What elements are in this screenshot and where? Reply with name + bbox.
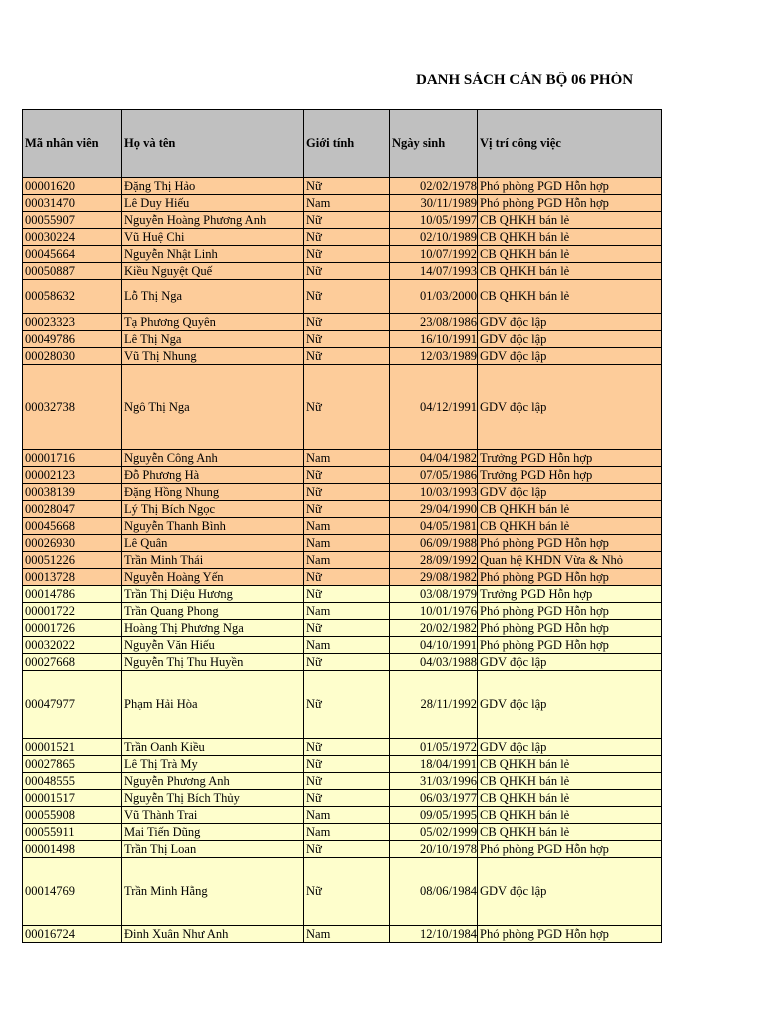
position-cell[interactable]: Quan hệ KHDN Vừa & Nhỏ xyxy=(478,552,662,569)
full-name-cell[interactable]: Đặng Hồng Nhung xyxy=(122,484,304,501)
position-cell[interactable]: CB QHKH bán lẻ xyxy=(478,246,662,263)
birth-date-cell[interactable]: 04/05/1981 xyxy=(390,518,478,535)
full-name-cell[interactable]: Nguyễn Thị Bích Thủy xyxy=(122,790,304,807)
full-name-cell[interactable]: Nguyễn Hoàng Phương Anh xyxy=(122,212,304,229)
position-cell[interactable]: Phó phòng PGD Hỗn hợp xyxy=(478,535,662,552)
employee-id-cell[interactable]: 00048555 xyxy=(23,773,122,790)
birth-date-cell[interactable]: 10/03/1993 xyxy=(390,484,478,501)
full-name-cell[interactable]: Trần Thị Loan xyxy=(122,841,304,858)
employee-id-cell[interactable]: 00030224 xyxy=(23,229,122,246)
employee-id-cell[interactable]: 00002123 xyxy=(23,467,122,484)
full-name-cell[interactable]: Đặng Thị Hảo xyxy=(122,178,304,195)
full-name-cell[interactable]: Đỗ Phương Hà xyxy=(122,467,304,484)
table-row xyxy=(23,348,662,365)
employee-id-cell[interactable]: 00001521 xyxy=(23,739,122,756)
header-row xyxy=(23,110,662,178)
gender-cell[interactable]: Nam xyxy=(304,824,390,841)
full-name-cell[interactable]: Nguyễn Hoàng Yến xyxy=(122,569,304,586)
table-row xyxy=(23,824,662,841)
employee-id-cell[interactable]: 00001722 xyxy=(23,603,122,620)
position-cell[interactable]: CB QHKH bán lẻ xyxy=(478,824,662,841)
birth-date-cell[interactable]: 04/10/1991 xyxy=(390,637,478,654)
full-name-cell[interactable]: Trần Thị Diệu Hương xyxy=(122,586,304,603)
position-cell[interactable]: Phó phòng PGD Hỗn hợp xyxy=(478,603,662,620)
employee-id-cell[interactable]: 00027668 xyxy=(23,654,122,671)
employee-id-cell[interactable]: 00051226 xyxy=(23,552,122,569)
position-cell[interactable]: CB QHKH bán lẻ xyxy=(478,263,662,280)
employee-id-cell[interactable]: 00001620 xyxy=(23,178,122,195)
employee-id-cell[interactable]: 00038139 xyxy=(23,484,122,501)
table-row xyxy=(23,756,662,773)
employee-id-cell[interactable]: 00001498 xyxy=(23,841,122,858)
table-row xyxy=(23,926,662,943)
employee-id-cell[interactable]: 00055907 xyxy=(23,212,122,229)
employee-id-cell[interactable]: 00049786 xyxy=(23,331,122,348)
full-name-cell[interactable]: Tạ Phương Quyên xyxy=(122,314,304,331)
gender-cell[interactable]: Nữ xyxy=(304,348,390,365)
table-row xyxy=(23,484,662,501)
table-row xyxy=(23,773,662,790)
gender-cell[interactable]: Nữ xyxy=(304,654,390,671)
birth-date-cell[interactable]: 28/11/1992 xyxy=(390,671,478,739)
table-row xyxy=(23,178,662,195)
employee-id-cell[interactable]: 00023323 xyxy=(23,314,122,331)
birth-date-cell[interactable]: 09/05/1995 xyxy=(390,807,478,824)
position-cell[interactable]: Trưởng PGD Hỗn hợp xyxy=(478,450,662,467)
position-cell[interactable]: GDV độc lập xyxy=(478,739,662,756)
table-row xyxy=(23,841,662,858)
position-cell[interactable]: Trưởng PGD Hỗn hợp xyxy=(478,586,662,603)
gender-cell[interactable]: Nữ xyxy=(304,858,390,926)
table-row xyxy=(23,637,662,654)
gender-cell[interactable]: Nữ xyxy=(304,739,390,756)
employee-id-cell[interactable]: 00032738 xyxy=(23,365,122,450)
gender-cell[interactable]: Nam xyxy=(304,637,390,654)
birth-date-cell[interactable]: 05/02/1999 xyxy=(390,824,478,841)
position-cell[interactable]: GDV độc lập xyxy=(478,654,662,671)
position-cell[interactable]: GDV độc lập xyxy=(478,348,662,365)
employee-id-cell[interactable]: 00028047 xyxy=(23,501,122,518)
birth-date-cell[interactable]: 28/09/1992 xyxy=(390,552,478,569)
gender-cell[interactable]: Nữ xyxy=(304,756,390,773)
table-row xyxy=(23,467,662,484)
full-name-cell[interactable]: Lê Thị Nga xyxy=(122,331,304,348)
birth-date-cell[interactable]: 16/10/1991 xyxy=(390,331,478,348)
birth-date-cell[interactable]: 29/08/1982 xyxy=(390,569,478,586)
position-cell[interactable]: CB QHKH bán lẻ xyxy=(478,280,662,314)
employee-id-cell[interactable]: 00014769 xyxy=(23,858,122,926)
full-name-cell[interactable]: Nguyễn Thanh Bình xyxy=(122,518,304,535)
full-name-cell[interactable]: Hoàng Thị Phương Nga xyxy=(122,620,304,637)
employee-id-cell[interactable]: 00055908 xyxy=(23,807,122,824)
birth-date-cell[interactable]: 04/12/1991 xyxy=(390,365,478,450)
position-cell[interactable]: CB QHKH bán lẻ xyxy=(478,756,662,773)
table-row xyxy=(23,586,662,603)
staff-table xyxy=(22,109,662,943)
full-name-cell[interactable]: Nguyễn Công Anh xyxy=(122,450,304,467)
table-row xyxy=(23,450,662,467)
birth-date-cell[interactable]: 06/09/1988 xyxy=(390,535,478,552)
position-cell[interactable]: Phó phòng PGD Hỗn hợp xyxy=(478,637,662,654)
position-cell[interactable]: CB QHKH bán lẻ xyxy=(478,518,662,535)
position-cell[interactable]: GDV độc lập xyxy=(478,484,662,501)
gender-cell[interactable]: Nữ xyxy=(304,773,390,790)
birth-date-cell[interactable]: 31/03/1996 xyxy=(390,773,478,790)
header-gender[interactable]: Giới tính xyxy=(304,110,390,178)
gender-cell[interactable]: Nữ xyxy=(304,178,390,195)
full-name-cell[interactable]: Lê Quân xyxy=(122,535,304,552)
position-cell[interactable]: CB QHKH bán lẻ xyxy=(478,501,662,518)
birth-date-cell[interactable]: 08/06/1984 xyxy=(390,858,478,926)
employee-id-cell[interactable]: 00055911 xyxy=(23,824,122,841)
gender-cell[interactable]: Nam xyxy=(304,807,390,824)
gender-cell[interactable]: Nữ xyxy=(304,365,390,450)
employee-id-cell[interactable]: 00045668 xyxy=(23,518,122,535)
table-row xyxy=(23,569,662,586)
table-row xyxy=(23,229,662,246)
sheet-title: DANH SÁCH CÁN BỘ 06 PHÒN xyxy=(416,72,634,88)
header-birth-date[interactable]: Ngày sinh xyxy=(390,110,478,178)
table-row xyxy=(23,858,662,926)
position-cell[interactable]: Phó phòng PGD Hỗn hợp xyxy=(478,841,662,858)
gender-cell[interactable]: Nam xyxy=(304,195,390,212)
gender-cell[interactable]: Nam xyxy=(304,535,390,552)
position-cell[interactable]: Phó phòng PGD Hỗn hợp xyxy=(478,569,662,586)
position-cell[interactable]: CB QHKH bán lẻ xyxy=(478,773,662,790)
employee-id-cell[interactable]: 00016724 xyxy=(23,926,122,943)
full-name-cell[interactable]: Mai Tiến Dũng xyxy=(122,824,304,841)
gender-cell[interactable]: Nam xyxy=(304,552,390,569)
full-name-cell[interactable]: Trần Oanh Kiều xyxy=(122,739,304,756)
full-name-cell[interactable]: Đinh Xuân Như Anh xyxy=(122,926,304,943)
table-row xyxy=(23,246,662,263)
table-row xyxy=(23,535,662,552)
gender-cell[interactable]: Nam xyxy=(304,926,390,943)
full-name-cell[interactable]: Vũ Thị Nhung xyxy=(122,348,304,365)
full-name-cell[interactable]: Phạm Hải Hòa xyxy=(122,671,304,739)
employee-id-cell[interactable]: 00050887 xyxy=(23,263,122,280)
employee-id-cell[interactable]: 00001726 xyxy=(23,620,122,637)
table-row xyxy=(23,790,662,807)
gender-cell[interactable]: Nữ xyxy=(304,263,390,280)
birth-date-cell[interactable]: 10/05/1997 xyxy=(390,212,478,229)
gender-cell[interactable]: Nữ xyxy=(304,484,390,501)
employee-id-cell[interactable]: 00031470 xyxy=(23,195,122,212)
position-cell[interactable]: GDV độc lập xyxy=(478,858,662,926)
birth-date-cell[interactable]: 14/07/1993 xyxy=(390,263,478,280)
full-name-cell[interactable]: Trần Minh Hằng xyxy=(122,858,304,926)
gender-cell[interactable]: Nam xyxy=(304,603,390,620)
table-row xyxy=(23,518,662,535)
birth-date-cell[interactable]: 02/02/1978 xyxy=(390,178,478,195)
birth-date-cell[interactable]: 06/03/1977 xyxy=(390,790,478,807)
birth-date-cell[interactable]: 04/03/1988 xyxy=(390,654,478,671)
full-name-cell[interactable]: Kiều Nguyệt Quế xyxy=(122,263,304,280)
position-cell[interactable]: Phó phòng PGD Hỗn hợp xyxy=(478,195,662,212)
position-cell[interactable]: GDV độc lập xyxy=(478,331,662,348)
gender-cell[interactable]: Nữ xyxy=(304,314,390,331)
table-row xyxy=(23,212,662,229)
position-cell[interactable]: GDV độc lập xyxy=(478,671,662,739)
position-cell[interactable]: Phó phòng PGD Hỗn hợp xyxy=(478,178,662,195)
table-row xyxy=(23,603,662,620)
employee-id-cell[interactable]: 00026930 xyxy=(23,535,122,552)
gender-cell[interactable]: Nữ xyxy=(304,246,390,263)
employee-id-cell[interactable]: 00001716 xyxy=(23,450,122,467)
birth-date-cell[interactable]: 07/05/1986 xyxy=(390,467,478,484)
full-name-cell[interactable]: Ngô Thị Nga xyxy=(122,365,304,450)
gender-cell[interactable]: Nữ xyxy=(304,841,390,858)
gender-cell[interactable]: Nam xyxy=(304,518,390,535)
employee-id-cell[interactable]: 00013728 xyxy=(23,569,122,586)
birth-date-cell[interactable]: 01/03/2000 xyxy=(390,280,478,314)
gender-cell[interactable]: Nữ xyxy=(304,212,390,229)
gender-cell[interactable]: Nữ xyxy=(304,790,390,807)
birth-date-cell[interactable]: 04/04/1982 xyxy=(390,450,478,467)
full-name-cell[interactable]: Nguyễn Văn Hiếu xyxy=(122,637,304,654)
full-name-cell[interactable]: Trần Minh Thái xyxy=(122,552,304,569)
table-row xyxy=(23,314,662,331)
full-name-cell[interactable]: Nguyễn Thị Thu Huyền xyxy=(122,654,304,671)
birth-date-cell[interactable]: 29/04/1990 xyxy=(390,501,478,518)
table-row xyxy=(23,365,662,450)
table-row xyxy=(23,501,662,518)
birth-date-cell[interactable]: 18/04/1991 xyxy=(390,756,478,773)
position-cell[interactable]: Phó phòng PGD Hỗn hợp xyxy=(478,620,662,637)
full-name-cell[interactable]: Lê Thị Trà My xyxy=(122,756,304,773)
full-name-cell[interactable]: Lỗ Thị Nga xyxy=(122,280,304,314)
table-row xyxy=(23,620,662,637)
full-name-cell[interactable]: Nguyễn Phương Anh xyxy=(122,773,304,790)
employee-id-cell[interactable]: 00001517 xyxy=(23,790,122,807)
birth-date-cell[interactable]: 10/07/1992 xyxy=(390,246,478,263)
employee-id-cell[interactable]: 00058632 xyxy=(23,280,122,314)
gender-cell[interactable]: Nữ xyxy=(304,280,390,314)
table-row xyxy=(23,654,662,671)
full-name-cell[interactable]: Vũ Thành Trai xyxy=(122,807,304,824)
birth-date-cell[interactable]: 20/10/1978 xyxy=(390,841,478,858)
table-row xyxy=(23,280,662,314)
header-employee-id[interactable]: Mã nhân viên xyxy=(23,110,122,178)
birth-date-cell[interactable]: 02/10/1989 xyxy=(390,229,478,246)
position-cell[interactable]: CB QHKH bán lẻ xyxy=(478,790,662,807)
table-row xyxy=(23,671,662,739)
position-cell[interactable]: CB QHKH bán lẻ xyxy=(478,807,662,824)
employee-id-cell[interactable]: 00027865 xyxy=(23,756,122,773)
full-name-cell[interactable]: Nguyễn Nhật Linh xyxy=(122,246,304,263)
full-name-cell[interactable]: Trần Quang Phong xyxy=(122,603,304,620)
employee-id-cell[interactable]: 00045664 xyxy=(23,246,122,263)
birth-date-cell[interactable]: 01/05/1972 xyxy=(390,739,478,756)
gender-cell[interactable]: Nữ xyxy=(304,586,390,603)
gender-cell[interactable]: Nữ xyxy=(304,671,390,739)
position-cell[interactable]: Phó phòng PGD Hỗn hợp xyxy=(478,926,662,943)
birth-date-cell[interactable]: 20/02/1982 xyxy=(390,620,478,637)
table-row xyxy=(23,331,662,348)
table-row xyxy=(23,195,662,212)
birth-date-cell[interactable]: 10/01/1976 xyxy=(390,603,478,620)
position-cell[interactable]: GDV độc lập xyxy=(478,365,662,450)
position-cell[interactable]: GDV độc lập xyxy=(478,314,662,331)
full-name-cell[interactable]: Vũ Huệ Chi xyxy=(122,229,304,246)
gender-cell[interactable]: Nam xyxy=(304,450,390,467)
employee-id-cell[interactable]: 00014786 xyxy=(23,586,122,603)
position-cell[interactable]: CB QHKH bán lẻ xyxy=(478,212,662,229)
gender-cell[interactable]: Nữ xyxy=(304,229,390,246)
position-cell[interactable]: Trưởng PGD Hỗn hợp xyxy=(478,467,662,484)
header-full-name[interactable]: Họ và tên xyxy=(122,110,304,178)
table-row xyxy=(23,552,662,569)
gender-cell[interactable]: Nữ xyxy=(304,501,390,518)
employee-id-cell[interactable]: 00032022 xyxy=(23,637,122,654)
birth-date-cell[interactable]: 30/11/1989 xyxy=(390,195,478,212)
table-body xyxy=(23,178,662,943)
table-row xyxy=(23,739,662,756)
birth-date-cell[interactable]: 12/03/1989 xyxy=(390,348,478,365)
header-position[interactable]: Vị trí công việc xyxy=(478,110,662,178)
table-row xyxy=(23,263,662,280)
birth-date-cell[interactable]: 03/08/1979 xyxy=(390,586,478,603)
gender-cell[interactable]: Nữ xyxy=(304,569,390,586)
gender-cell[interactable]: Nữ xyxy=(304,620,390,637)
table-row xyxy=(23,807,662,824)
birth-date-cell[interactable]: 23/08/1986 xyxy=(390,314,478,331)
full-name-cell[interactable]: Lê Duy Hiếu xyxy=(122,195,304,212)
full-name-cell[interactable]: Lý Thị Bích Ngọc xyxy=(122,501,304,518)
position-cell[interactable]: CB QHKH bán lẻ xyxy=(478,229,662,246)
employee-id-cell[interactable]: 00028030 xyxy=(23,348,122,365)
employee-id-cell[interactable]: 00047977 xyxy=(23,671,122,739)
gender-cell[interactable]: Nữ xyxy=(304,331,390,348)
birth-date-cell[interactable]: 12/10/1984 xyxy=(390,926,478,943)
gender-cell[interactable]: Nữ xyxy=(304,467,390,484)
